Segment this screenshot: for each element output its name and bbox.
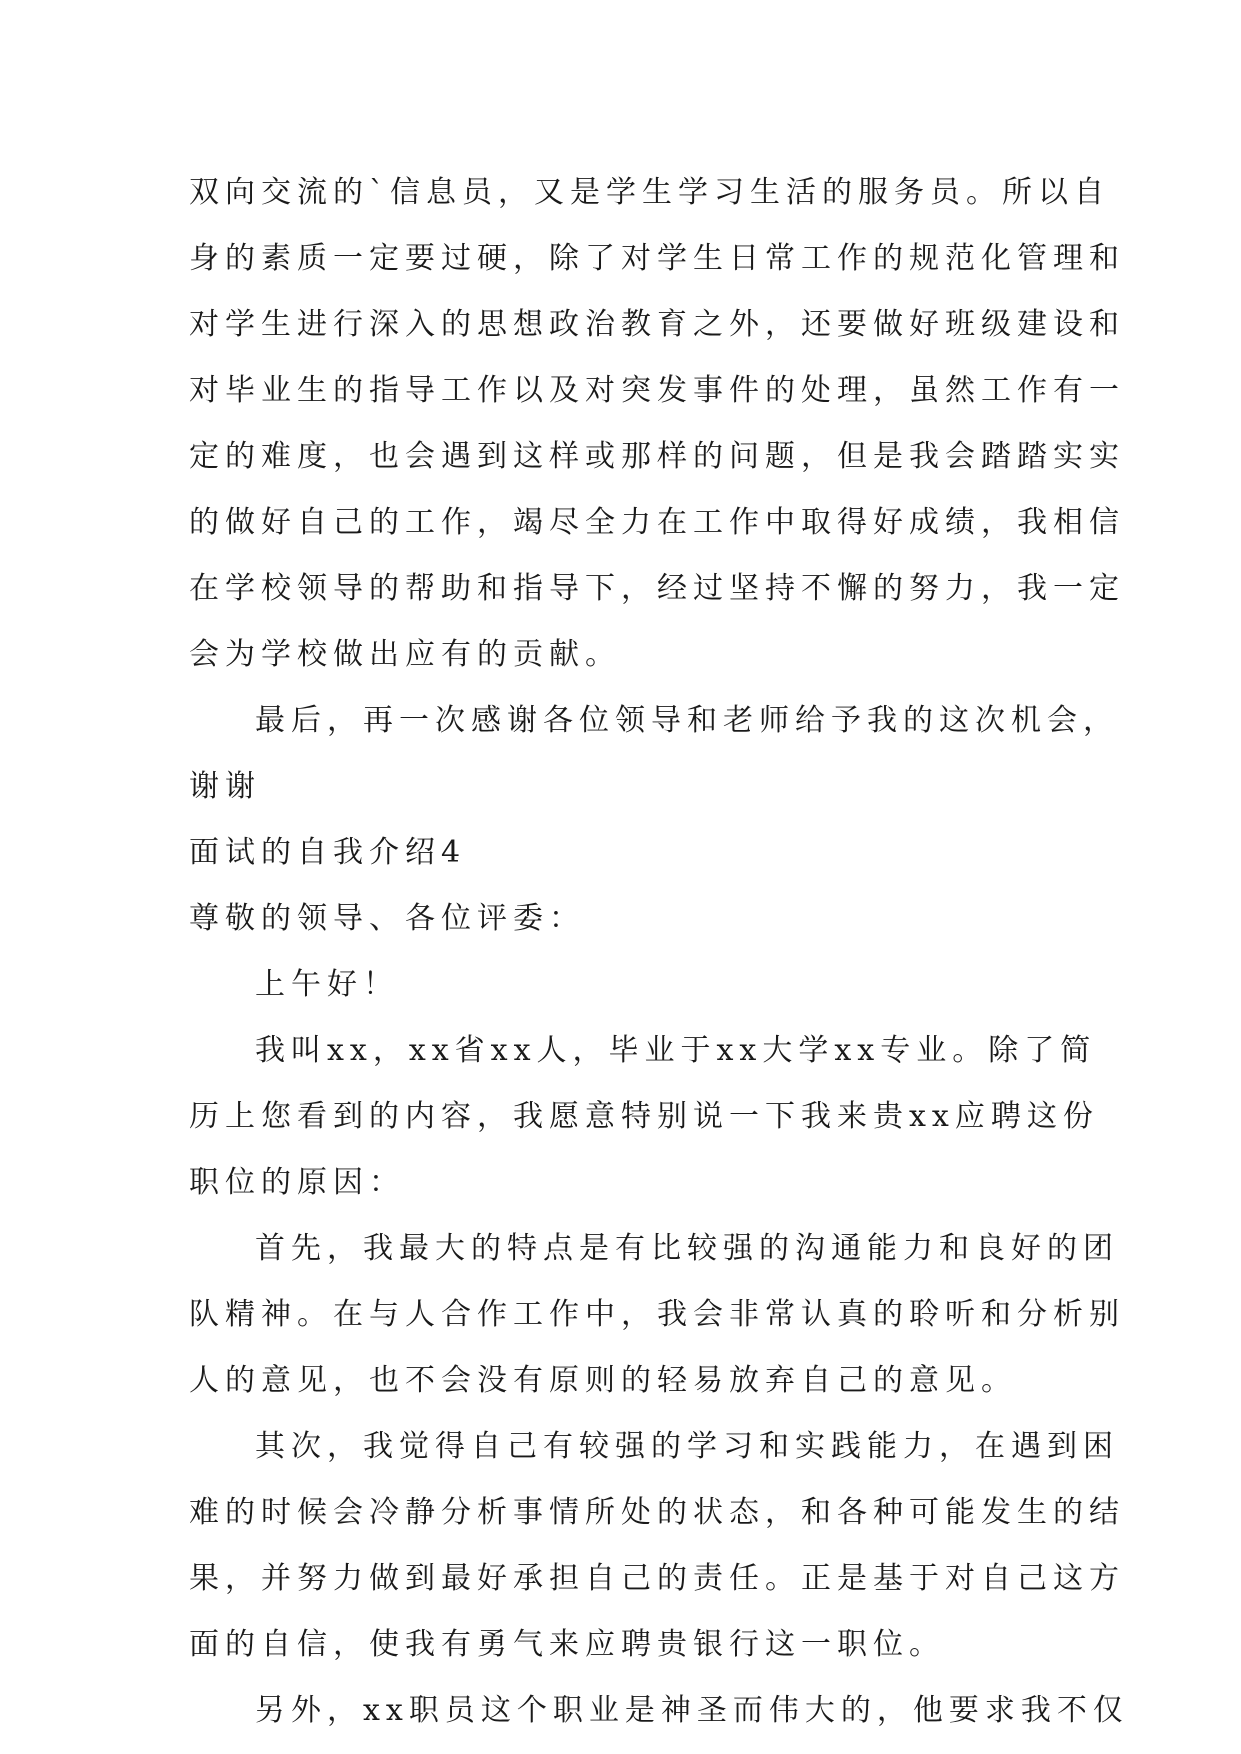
text-line: 对学生进行深入的思想政治教育之外，还要做好班级建设和	[189, 307, 1125, 342]
text-line: 历上您看到的内容，我愿意特别说一下我来贵xx应聘这份	[189, 1099, 1099, 1134]
text-line: 最后，再一次感谢各位领导和老师给予我的这次机会，	[255, 703, 1119, 738]
text-line: 上午好！	[255, 967, 399, 1002]
text-line: 首先，我最大的特点是有比较强的沟通能力和良好的团	[255, 1231, 1119, 1266]
text-line: 我叫xx，xx省xx人，毕业于xx大学xx专业。除了简	[255, 1033, 1097, 1068]
text-line: 另外，xx职员这个职业是神圣而伟大的，他要求我不仅	[255, 1693, 1129, 1728]
text-line: 身的素质一定要过硬，除了对学生日常工作的规范化管理和	[189, 241, 1125, 276]
text-line: 果，并努力做到最好承担自己的责任。正是基于对自己这方	[189, 1561, 1125, 1596]
text-line: 在学校领导的帮助和指导下，经过坚持不懈的努力，我一定	[189, 571, 1125, 606]
text-line: 双向交流的`信息员，又是学生学习生活的服务员。所以自	[189, 175, 1110, 210]
document-body	[189, 160, 1129, 1744]
text-line: 人的意见，也不会没有原则的轻易放弃自己的意见。	[189, 1363, 1017, 1398]
text-line: 定的难度，也会遇到这样或那样的问题，但是我会踏踏实实	[189, 439, 1125, 474]
text-line: 难的时候会冷静分析事情所处的状态，和各种可能发生的结	[189, 1495, 1125, 1530]
text-line: 尊敬的领导、各位评委：	[189, 901, 585, 936]
text-line: 对毕业生的指导工作以及对突发事件的处理，虽然工作有一	[189, 373, 1125, 408]
text-line: 的做好自己的工作，竭尽全力在工作中取得好成绩，我相信	[189, 505, 1125, 540]
text-line: 职位的原因：	[189, 1165, 405, 1200]
text-line: 会为学校做出应有的贡献。	[189, 637, 621, 672]
text-line: 面的自信，使我有勇气来应聘贵银行这一职位。	[189, 1627, 945, 1662]
text-line: 面试的自我介绍4	[189, 835, 467, 870]
text-line: 谢谢	[189, 769, 261, 804]
text-line: 其次，我觉得自己有较强的学习和实践能力，在遇到困	[255, 1429, 1119, 1464]
text-line: 队精神。在与人合作工作中，我会非常认真的聆听和分析别	[189, 1297, 1125, 1332]
